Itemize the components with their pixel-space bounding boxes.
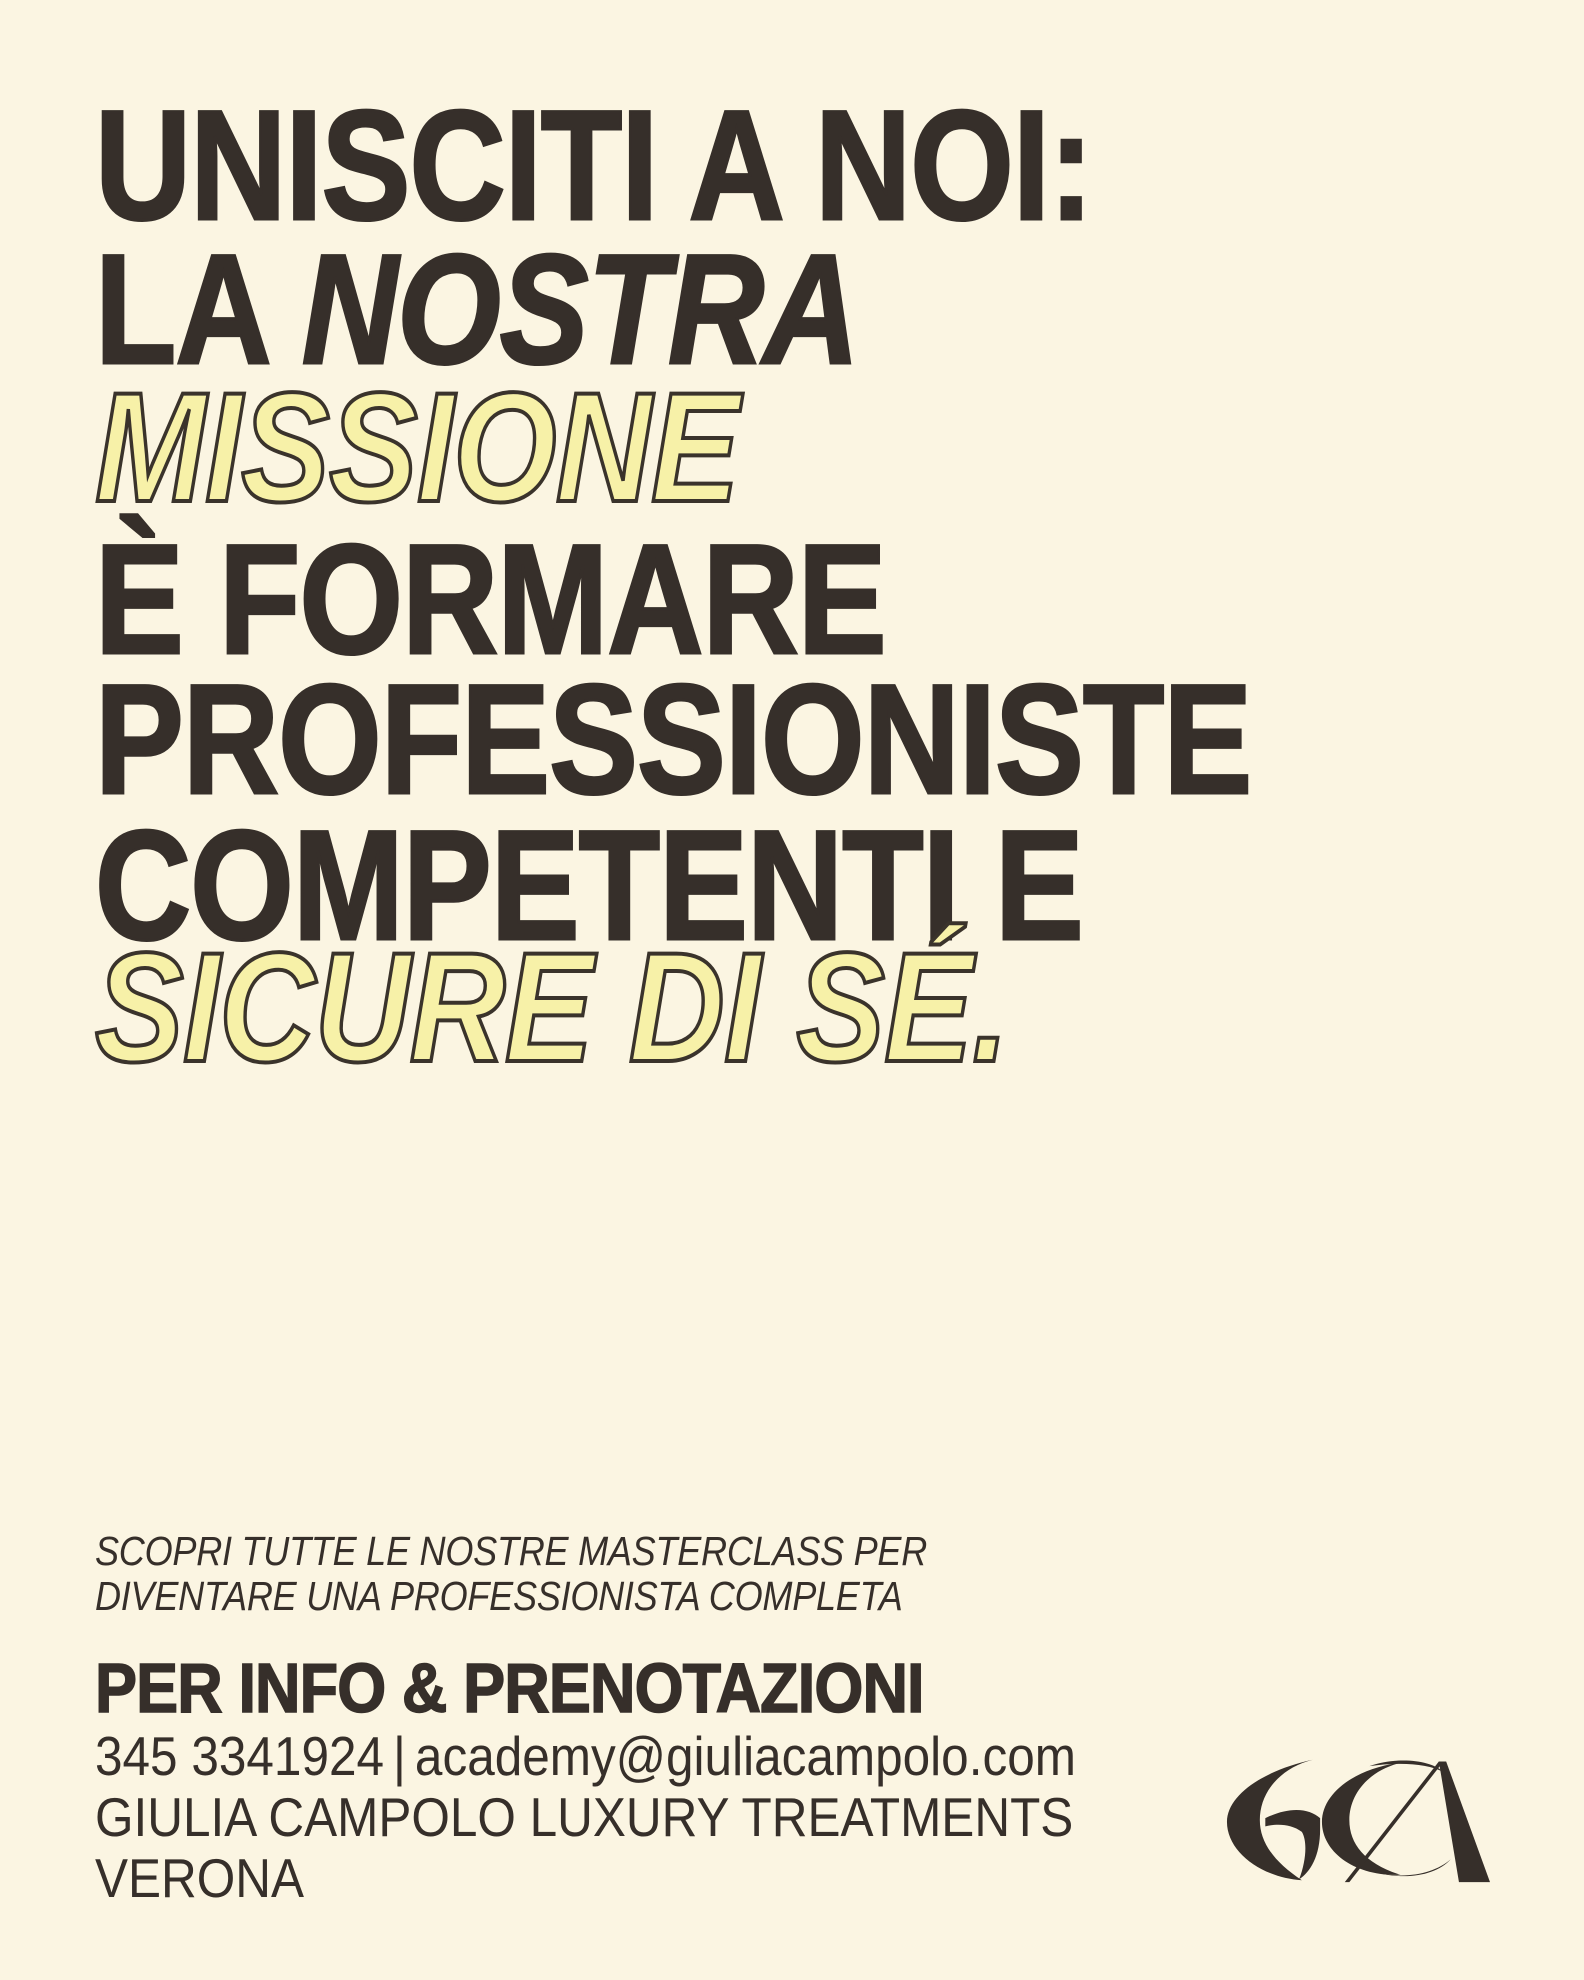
- contact-heading: PER INFO & PRENOTAZIONI: [95, 1649, 924, 1727]
- headline-line-3-text: MISSIONE: [95, 361, 739, 535]
- headline-line-2-italic: NOSTRA: [301, 223, 859, 397]
- subheadline: [95, 1529, 927, 1619]
- headline-line-1: [95, 79, 1251, 253]
- contact-block: [95, 1650, 1076, 1909]
- headline-line-1-text: UNISCITI A NOI:: [95, 79, 1093, 253]
- separator: |: [393, 1725, 406, 1787]
- email-address: academy@giuliacampolo.com: [414, 1725, 1076, 1787]
- contact-phone-email-line: [95, 1726, 1076, 1787]
- gca-monogram-graphic: [1216, 1756, 1490, 1884]
- headline-line-4: [95, 513, 1251, 687]
- headline-line-3-highlight: [95, 361, 1251, 535]
- logo-letter-a-thick-leg: [1439, 1762, 1490, 1883]
- headline-line-5-text: PROFESSIONISTE: [95, 653, 1252, 827]
- headline-line-4-text: È FORMARE: [95, 513, 886, 687]
- phone-number: 345 3341924: [95, 1725, 385, 1787]
- brand-name: GIULIA CAMPOLO LUXURY TREATMENTS: [95, 1786, 1074, 1848]
- logo-letter-c-bowl: [1322, 1762, 1402, 1874]
- headline-line-6-text: COMPETENTI E: [95, 799, 1083, 973]
- gca-logo: [1216, 1756, 1490, 1884]
- headline-line-2-regular: LA: [95, 223, 302, 397]
- city-name: VERONA: [95, 1847, 305, 1909]
- headline-line-7-text: SICURE DI SÉ.: [95, 921, 1009, 1095]
- subheadline-line-1: SCOPRI TUTTE LE NOSTRE MASTERCLASS PER: [95, 1528, 927, 1574]
- headline-line-5: [95, 653, 1252, 827]
- subheadline-line-2: DIVENTARE UNA PROFESSIONISTA COMPLETA: [95, 1573, 903, 1619]
- headline: [95, 79, 1252, 1095]
